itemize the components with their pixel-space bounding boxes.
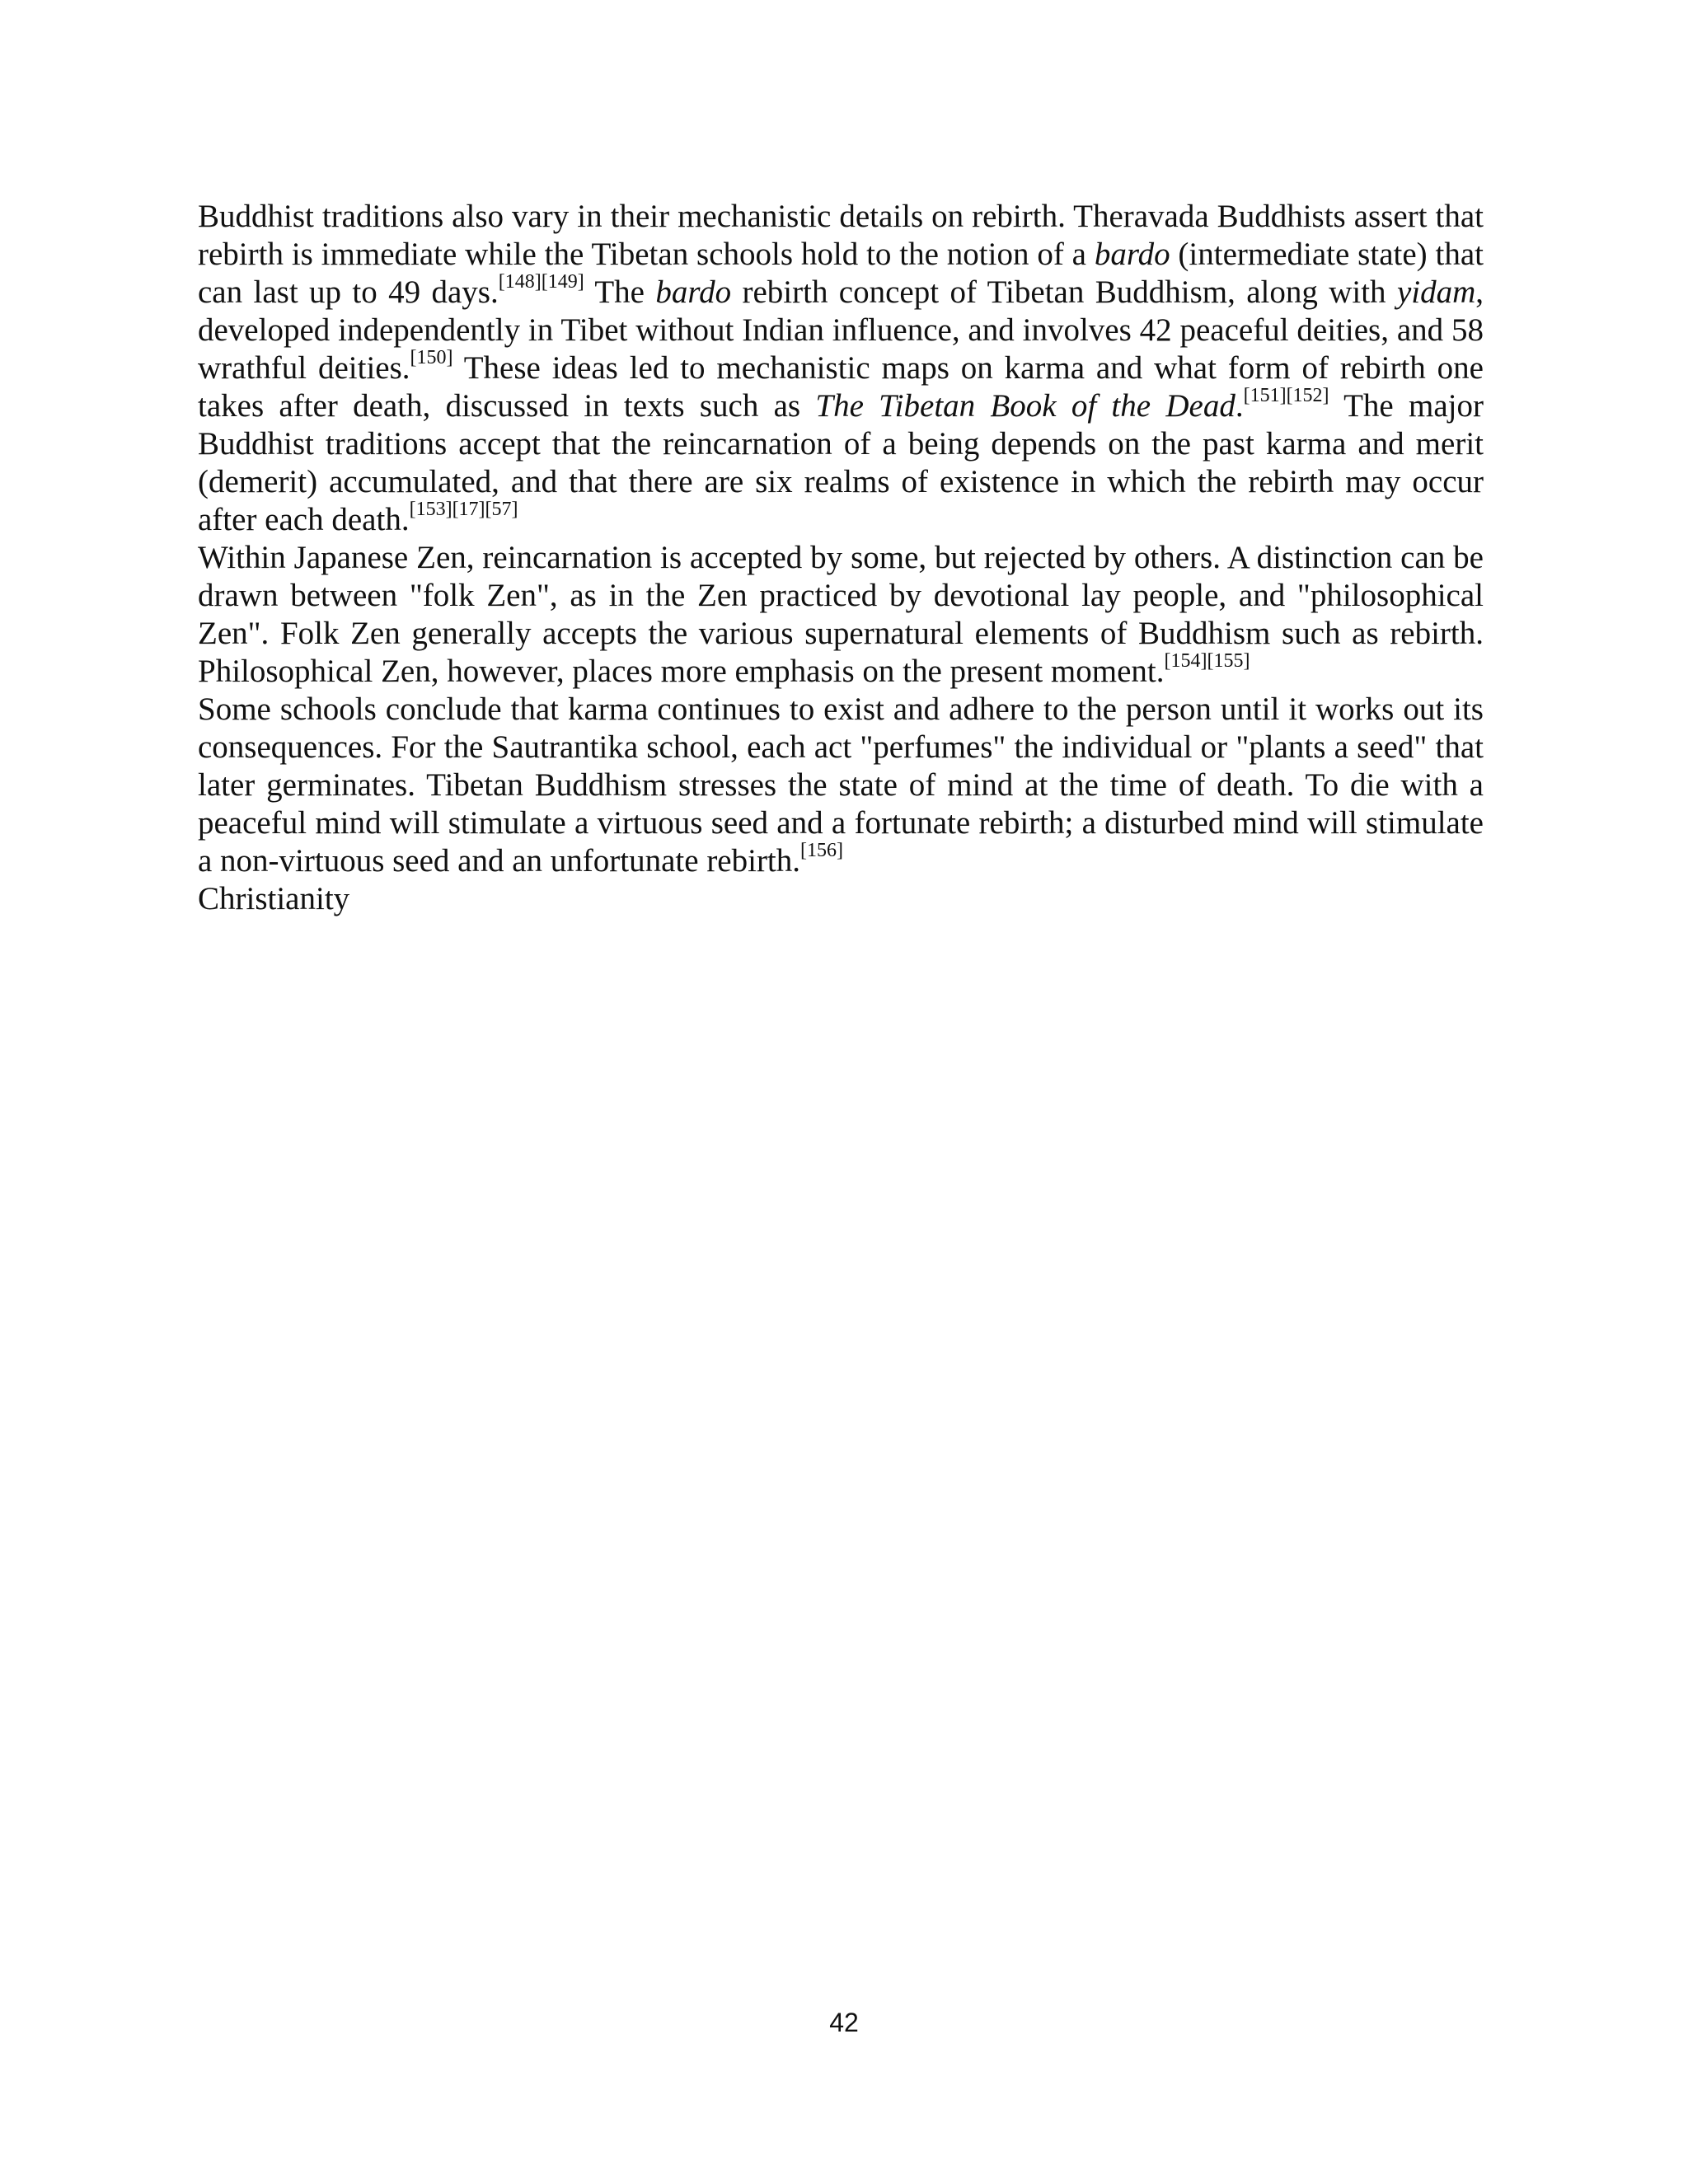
paragraph-buddhist-traditions — [198, 198, 1484, 539]
paragraph-japanese-zen — [198, 539, 1484, 691]
text-run: Within Japanese Zen, reincarnation is accepted by some, but rejected by others. A distinction can be drawn between "folk Zen", as in the Zen practiced by devotional lay people, and "philosophical Zen". Folk Zen generally accepts the various supernatural elements of Buddhism such as rebirth. Philosophical Zen, however, places more emphasis on the present moment. — [198, 540, 1484, 689]
italic-term: The Tibetan Book of the Dead — [815, 388, 1236, 424]
citation-reference: [156] — [800, 840, 844, 861]
text-run: . — [1235, 388, 1244, 424]
text-run: rebirth concept of Tibetan Buddhism, along with — [731, 274, 1397, 310]
citation-reference: [150] — [410, 347, 453, 368]
document-body — [198, 198, 1484, 918]
citation-reference: [153][17][57] — [409, 499, 518, 520]
citation-reference: [148][149] — [498, 271, 584, 293]
text-run: , developed independently in Tibet without Indian influence, and involves 42 peaceful deities, and 58 wrathful deities. — [198, 274, 1484, 386]
section-heading: Christianity — [198, 881, 350, 916]
paragraph-karma-schools — [198, 691, 1484, 880]
text-run: Buddhist traditions also vary in their mechanistic details on rebirth. Theravada Buddhists assert that rebirth is immediate while the Tibetan schools hold to the notion of a — [198, 199, 1484, 272]
italic-term: bardo — [655, 274, 732, 310]
citation-reference: [154][155] — [1164, 650, 1250, 672]
text-run: These ideas led to mechanistic maps on karma and what form of rebirth one takes after death, discussed in texts such as — [198, 350, 1484, 424]
text-run: Some schools conclude that karma continues to exist and adhere to the person until it works out its consequences. For the Sautrantika school, each act "perfumes" the individual or "plants a seed" that later germinates. Tibetan Buddhism stresses the state of mind at the time of death. To die with a peaceful mind will stimulate a virtuous seed and a fortunate rebirth; a disturbed mind will stimulate a non-virtuous seed and an unfortunate rebirth. — [198, 691, 1484, 879]
italic-term: bardo — [1094, 237, 1170, 272]
citation-reference: [151][152] — [1243, 385, 1329, 406]
text-run: (intermediate state) that can last up to 49 days. — [198, 237, 1484, 310]
page-number: 42 — [829, 2008, 859, 2037]
text-run: The major Buddhist traditions accept that the reincarnation of a being depends on the past karma and merit (demerit) accumulated, and that there are six realms of existence in which the rebirth may occur after each death. — [198, 388, 1484, 537]
text-run: The — [584, 274, 656, 310]
italic-term: yidam — [1396, 274, 1476, 310]
